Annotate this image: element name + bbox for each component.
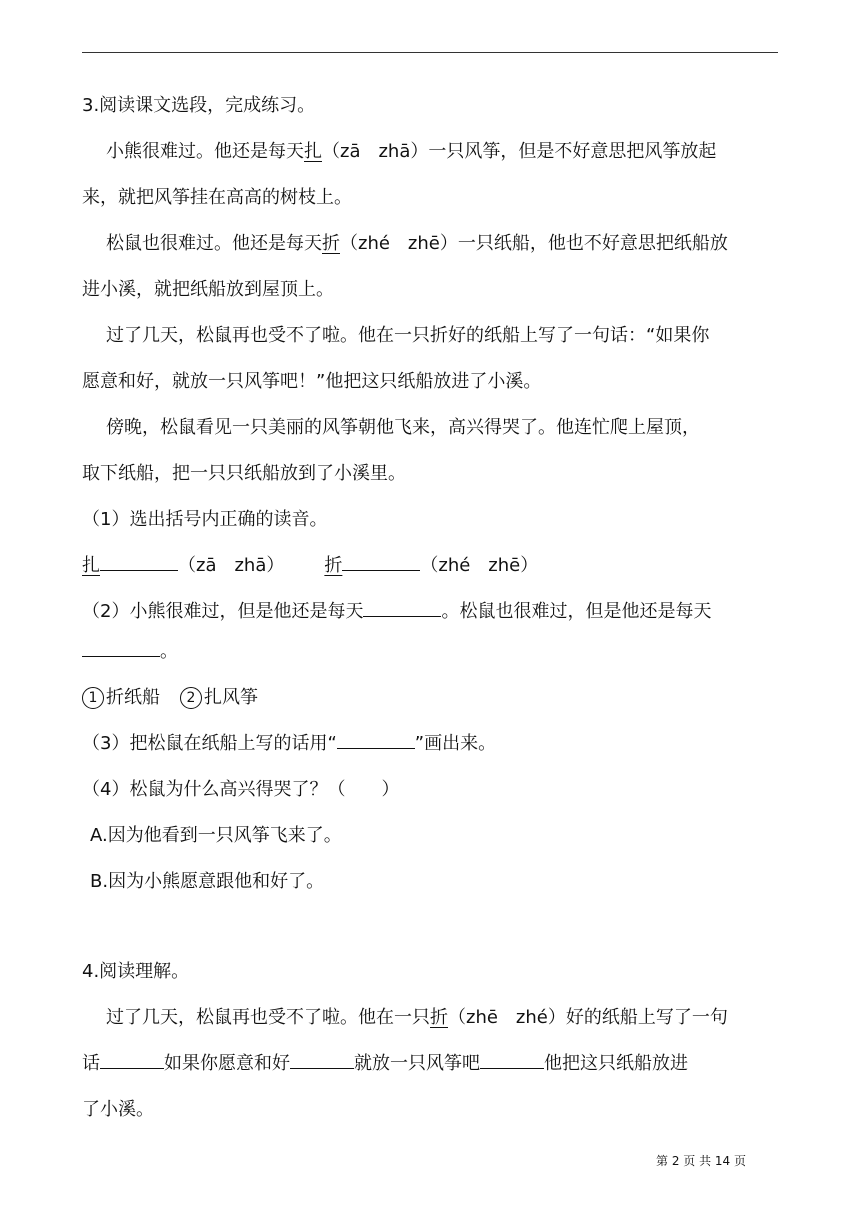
prompt-text: 。松鼠也很难过，但是他还是每天 [441, 601, 712, 622]
q4-passage-line [82, 1052, 688, 1076]
passage-text: （zhē zhé）好的纸船上写了一句 [448, 1007, 728, 1028]
q4-passage-line: 了小溪。 [82, 1099, 154, 1120]
q3-passage-line: 进小溪，就把纸船放到屋顶上。 [82, 279, 334, 300]
passage-text: （zā zhā）一只风筝，但是不好意思把风筝放起 [322, 141, 717, 162]
q3-passage-line: 傍晚，松鼠看见一只美丽的风筝朝他飞来，高兴得哭了。他连忙爬上屋顶， [106, 417, 700, 438]
passage-text: 松鼠也很难过。他还是每天 [106, 233, 322, 254]
q3-sub3-prompt [82, 732, 496, 756]
punctuation-blank[interactable] [480, 1052, 544, 1069]
q3-passage-line: 愿意和好，就放一只风筝吧！”他把这只纸船放进了小溪。 [82, 371, 542, 392]
q3-passage-line: 来，就把风筝挂在高高的树枝上。 [82, 187, 352, 208]
pinyin-options: （zā zhā） [178, 555, 285, 576]
prompt-text: ”画出来。 [414, 733, 497, 754]
prompt-text: （2）小熊很难过，但是他还是每天 [82, 601, 364, 622]
q3-sub2-options [82, 686, 258, 710]
page-number: 第 2 页 共 14 页 [656, 1154, 746, 1168]
passage-text: （zhé zhē）一只纸船，他也不好意思把纸船放 [340, 233, 728, 254]
underlined-char: 折 [430, 1007, 448, 1028]
q3-sub1-prompt: （1）选出括号内正确的读音。 [82, 509, 328, 530]
header-rule [82, 52, 778, 53]
circled-number: 1 [82, 687, 104, 709]
choice-b[interactable]: B.因为小熊愿意跟他和好了。 [90, 871, 325, 892]
answer-blank[interactable] [82, 640, 160, 657]
underlined-char: 扎 [82, 555, 100, 576]
passage-text: 他把这只纸船放进 [544, 1053, 688, 1074]
option-text: 折纸船 [106, 687, 160, 708]
passage-text: 就放一只风筝吧 [354, 1053, 480, 1074]
passage-text: 如果你愿意和好 [164, 1053, 290, 1074]
answer-blank[interactable] [100, 554, 178, 571]
q4-heading: 4.阅读理解。 [82, 961, 190, 982]
option-text: 扎风筝 [204, 687, 258, 708]
passage-text: 话 [82, 1053, 100, 1074]
answer-blank[interactable] [363, 600, 441, 617]
q3-heading: 3.阅读课文选段，完成练习。 [82, 95, 316, 116]
punctuation-blank[interactable] [100, 1052, 164, 1069]
prompt-text: 。 [160, 641, 178, 662]
q4-passage-line [106, 1006, 728, 1030]
q3-passage-line [106, 232, 728, 256]
underlined-char: 折 [322, 233, 340, 254]
punctuation-blank[interactable] [290, 1052, 354, 1069]
q3-passage-line: 过了几天，松鼠再也受不了啦。他在一只折好的纸船上写了一句话：“如果你 [106, 325, 710, 346]
answer-blank[interactable] [342, 554, 420, 571]
q3-sub1-answer-line [82, 554, 538, 578]
pinyin-options: （zhé zhē） [420, 555, 539, 576]
passage-text: 小熊很难过。他还是每天 [106, 141, 304, 162]
answer-blank[interactable] [337, 732, 415, 749]
q3-passage-line [106, 140, 716, 164]
choice-a[interactable]: A.因为他看到一只风筝飞来了。 [90, 825, 342, 846]
q3-sub2-prompt-cont [82, 640, 178, 664]
passage-text: 过了几天，松鼠再也受不了啦。他在一只 [106, 1007, 430, 1028]
q3-sub2-prompt [82, 600, 711, 624]
q3-sub4-prompt: （4）松鼠为什么高兴得哭了？（ ） [82, 779, 400, 800]
q3-passage-line: 取下纸船，把一只只纸船放到了小溪里。 [82, 463, 406, 484]
underlined-char: 扎 [304, 141, 322, 162]
prompt-text: （3）把松鼠在纸船上写的话用“ [82, 733, 337, 754]
circled-number: 2 [180, 687, 202, 709]
underlined-char: 折 [324, 555, 343, 576]
